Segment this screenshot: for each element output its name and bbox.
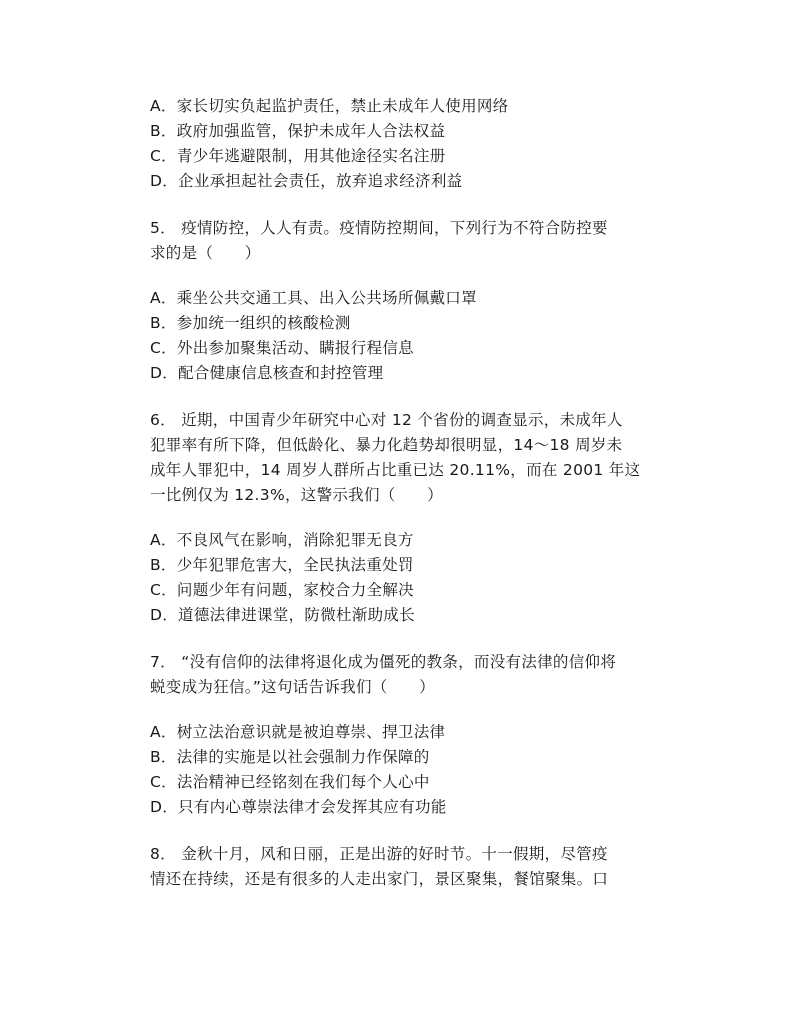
option-a: A．树立法治意识就是被迫尊崇、捍卫法律 xyxy=(150,723,446,741)
stem-line: 7． “没有信仰的法律将退化成为僵死的教条，而没有法律的信仰将 xyxy=(150,653,617,671)
question-6-options xyxy=(150,528,650,628)
question-7-stem xyxy=(150,650,650,700)
option-c: C．外出参加聚集活动、瞒报行程信息 xyxy=(150,339,414,357)
option-d: D．道德法律进课堂，防微杜渐助成长 xyxy=(150,606,416,624)
question-8-stem xyxy=(150,842,650,892)
stem-line: 6． 近期，中国青少年研究中心对 12 个省份的调查显示，未成年人 xyxy=(150,411,623,429)
option-b: B．法律的实施是以社会强制力作保障的 xyxy=(150,748,430,766)
option-d: D．只有内心尊崇法律才会发挥其应有功能 xyxy=(150,798,447,816)
option-d: D．配合健康信息核查和封控管理 xyxy=(150,364,384,382)
question-5-options xyxy=(150,286,650,386)
option-a: A．家长切实负起监护责任，禁止未成年人使用网络 xyxy=(150,97,509,115)
question-6-stem xyxy=(150,408,650,508)
stem-line: 情还在持续，还是有很多的人走出家门，景区聚集，餐馆聚集。口 xyxy=(150,870,609,888)
stem-line: 一比例仅为 12.3%，这警示我们（ ） xyxy=(150,486,443,504)
option-a: A．乘坐公共交通工具、出入公共场所佩戴口罩 xyxy=(150,289,477,307)
stem-line: 求的是（ ） xyxy=(150,244,261,262)
stem-line: 8． 金秋十月，风和日丽，正是出游的好时节。十一假期，尽管疫 xyxy=(150,845,608,863)
stem-line: 成年人罪犯中，14 周岁人群所占比重已达 20.11%，而在 2001 年这 xyxy=(150,461,641,479)
option-b: B．少年犯罪危害大，全民执法重处罚 xyxy=(150,556,414,574)
option-c: C．青少年逃避限制，用其他途径实名注册 xyxy=(150,147,446,165)
option-a: A．不良风气在影响，消除犯罪无良方 xyxy=(150,531,414,549)
stem-line: 5． 疫情防控，人人有责。疫情防控期间，下列行为不符合防控要 xyxy=(150,219,608,237)
option-c: C．法治精神已经铭刻在我们每个人心中 xyxy=(150,773,430,791)
question-5-stem xyxy=(150,216,650,266)
exam-page xyxy=(150,94,650,892)
option-c: C．问题少年有问题，家校合力全解决 xyxy=(150,581,414,599)
stem-line: 犯罪率有所下降，但低龄化、暴力化趋势却很明显，14～18 周岁未 xyxy=(150,436,623,454)
option-d: D．企业承担起社会责任，放弃追求经济利益 xyxy=(150,172,463,190)
question-4-options xyxy=(150,94,650,194)
option-b: B．参加统一组织的核酸检测 xyxy=(150,314,351,332)
question-7-options xyxy=(150,720,650,820)
stem-line: 蜕变成为狂信。”这句话告诉我们（ ） xyxy=(150,678,435,696)
option-b: B．政府加强监管，保护未成年人合法权益 xyxy=(150,122,446,140)
